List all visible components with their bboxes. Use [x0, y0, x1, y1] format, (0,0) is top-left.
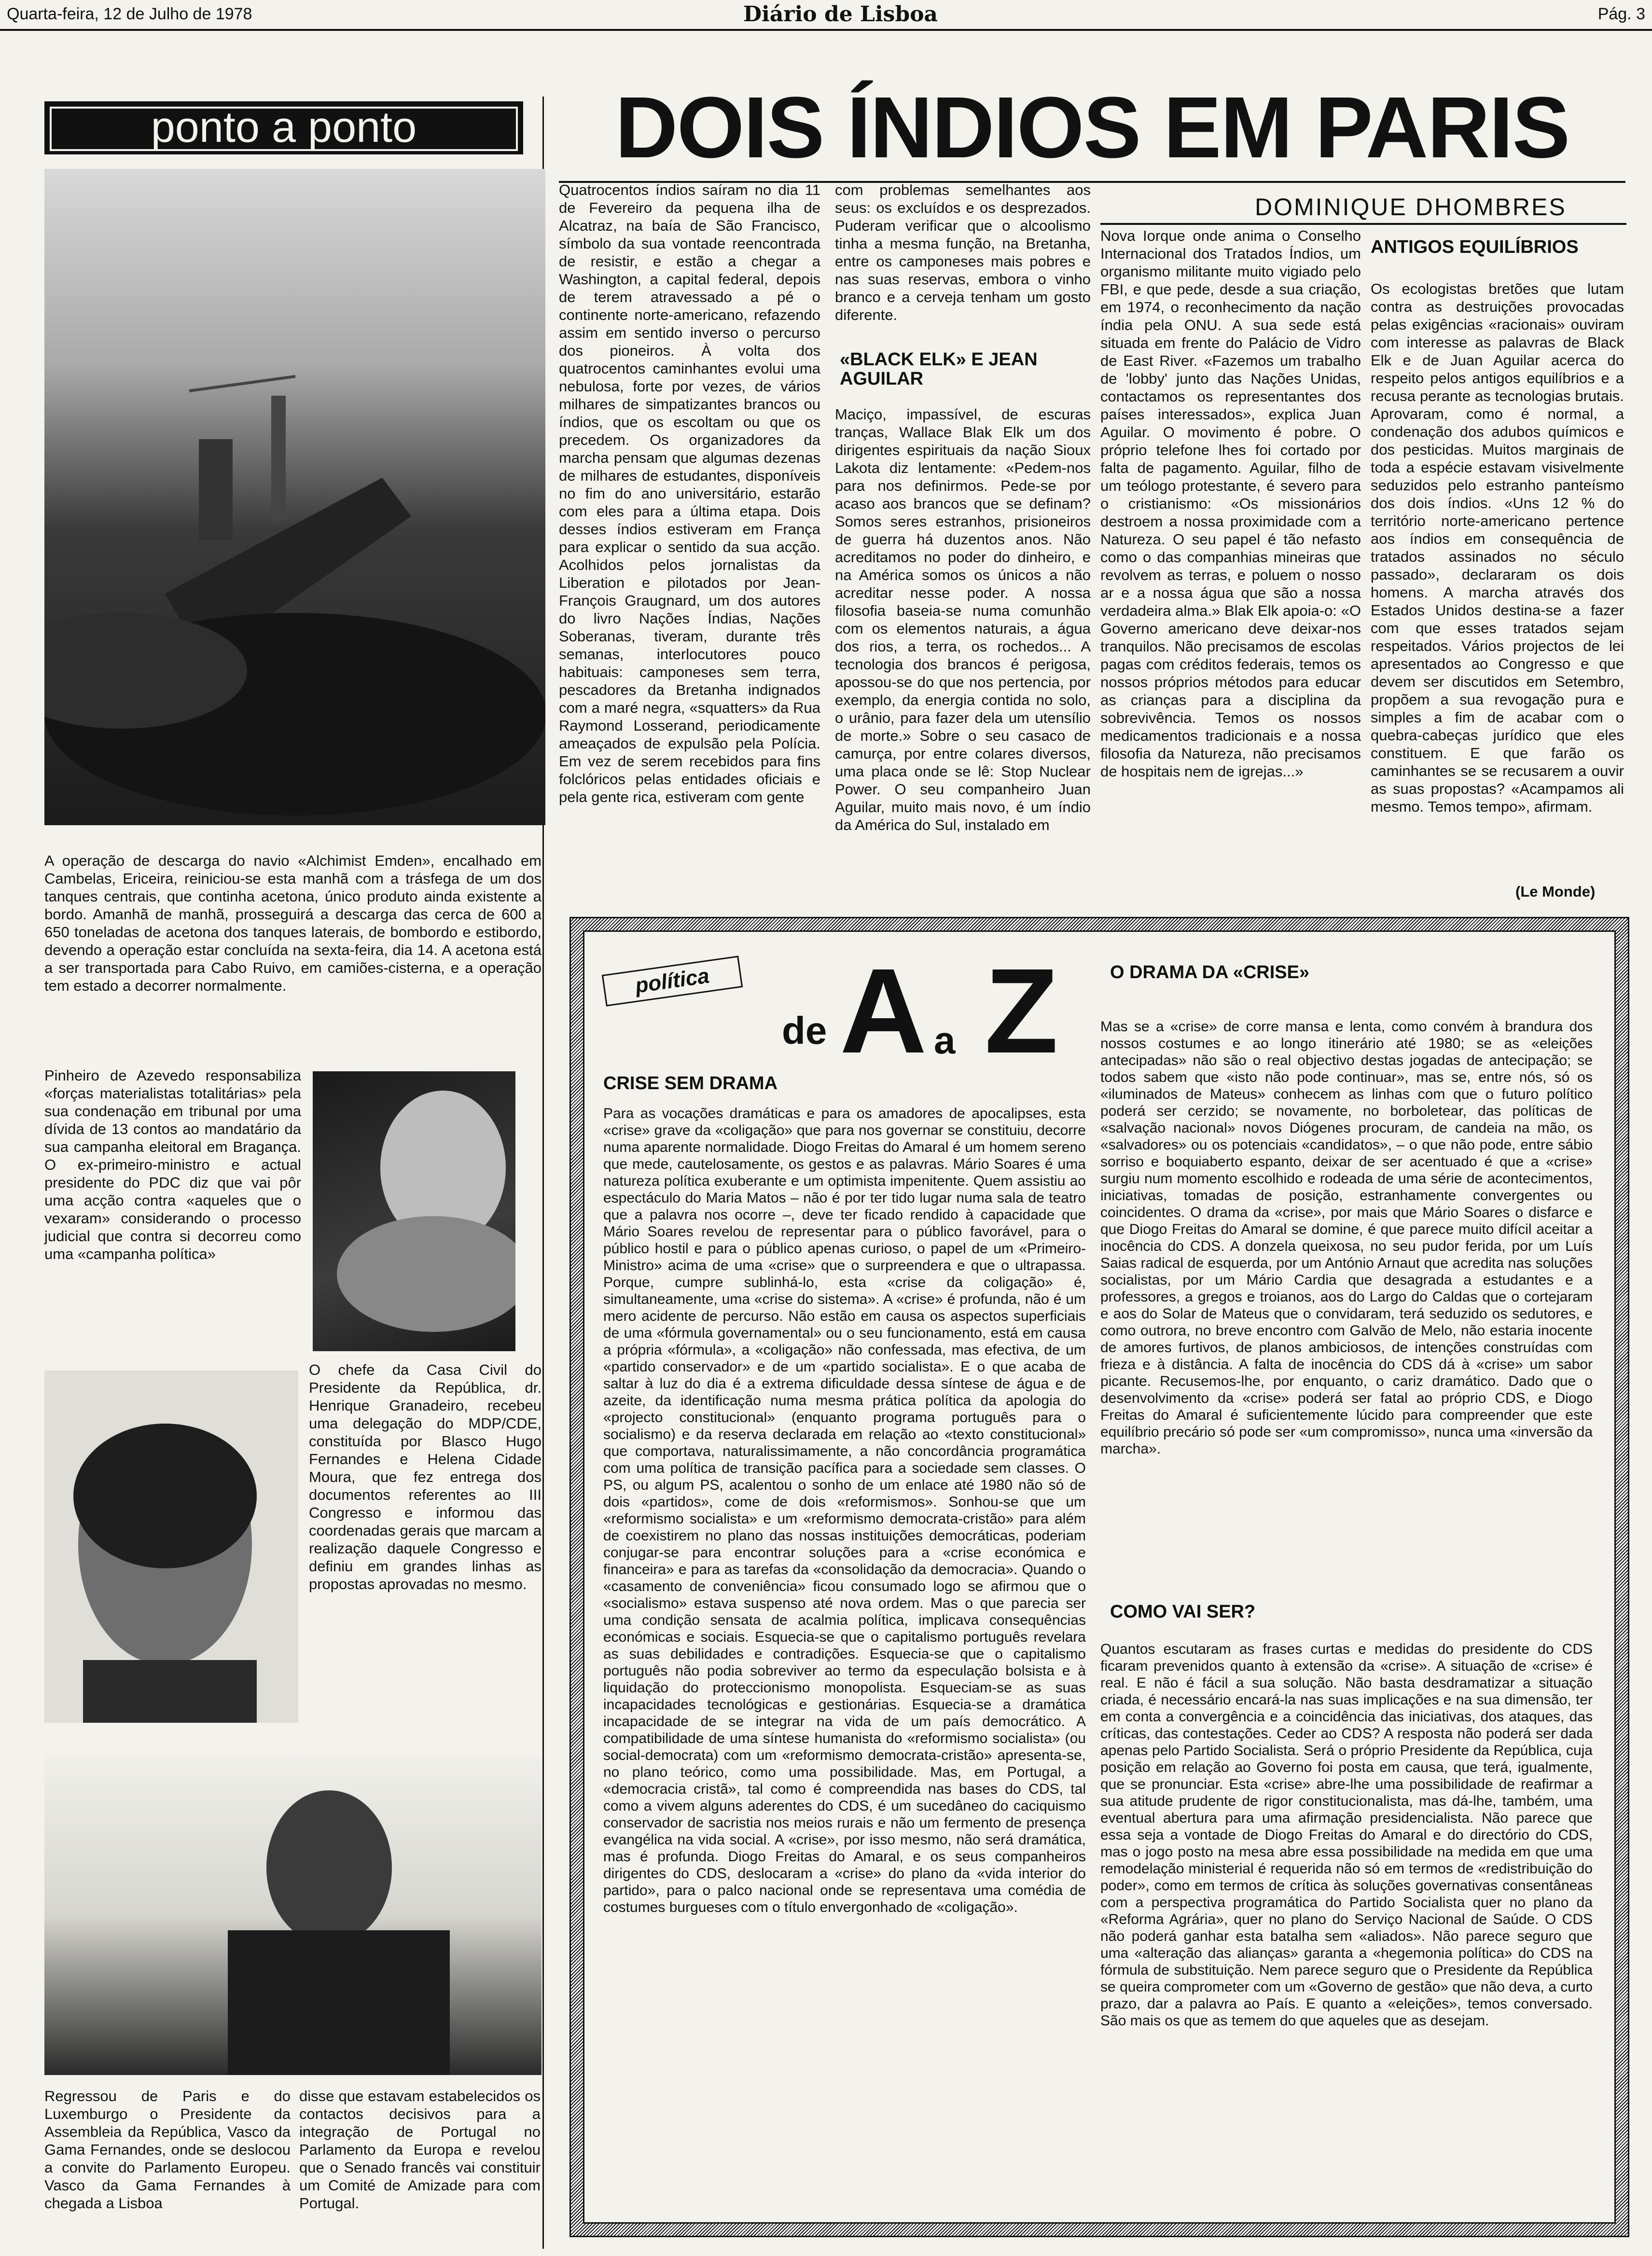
az-letter-z: Z — [985, 943, 1058, 1078]
az-t2: Mas se a «crise» de corre mansa e lenta, como convém à brandura dos nossos costumes e ao longo itinerário até 1980; se as «eleições antecipadas» não são o real objectivo destas jogadas de antecipação; se todos sabem que «isto não pode continuar», mas se, entre nós, só os «iluminados de Mateus» conhecem as linhas com que o futuro político poderá ser cerzido; se novamente, no borboletear, das políticas de «salvação nacional» novos Diógenes procuram, de candeia na mão, os «salvadores» ou os potenciais «candidatos», – o que não pode, entre sábio sorriso e boquiaberto espanto, deixar de ser acentuado é que a «crise» surgiu num momento escolhido e rodeada de uma série de acontecimentos, iniciativas, tomadas de posição, estranhamente convergentes ou coincidentes. O drama da «crise», por mais que Mário Soares o disfarce e que Diogo Freitas do Amaral se domine, é que parece muito difícil aceitar a inocência do CDS. A donzela queixosa, no seu pudor ferida, por um Luís Saias radical de esquerda, por um António Arnaut que acredita nas soluções socialistas, por um Mário Cardia que desagrada a estudantes e a professores, a gregos e troianos, aos do Largo do Caldas que o cortejaram e aos do Solar de Mateus que o convidaram, terá seduzido os sedutores, e como outrora, no breve encontro com Galvão de Melo, não estaria inocente de amores furtivos, de planos ambiciosos, de intenções construídas com frieza e à distância. A falta de inocência do CDS dá à «crise» um sabor picante. Recusemos-lhe, por enquanto, o cariz dramático. Dado que o desenvolvimento da «crise» poderá ser fatal ao próprio CDS, e Diogo Freitas do Amaral é suficientemente lúcido para compreender que este equilíbrio precário só pode ser «um compromisso», nunca uma «inversão da marcha». — [1100, 1019, 1593, 1457]
masthead-date: Quarta-feira, 12 de Julho de 1978 — [7, 5, 252, 23]
ship-photo — [44, 169, 545, 825]
ship-illustration — [44, 169, 545, 825]
ponto-label-box — [44, 101, 523, 154]
az-t3: Quantos escutaram as frases curtas e medidas do presidente do CDS ficaram prevenidos quanto à extensão da «crise». A situação de «crise» é real. E não é fácil a sua solução. Não basta desdramatizar a situação criada, é necessário encará-la nas suas implicações e na sua dimensão, ter em conta a convergência e a coincidência das iniciativas, dos ataques, das críticas, das contestações. Ceder ao CDS? A resposta não poderá ser dada apenas pelo Partido Socialista. Será o próprio Presidente da República, cuja posição em relação ao Governo foi posta em causa, que terá, igualmente, que se pronunciar. Esta «crise» abre-lhe uma possibilidade de reafirmar a sua atitude prudente de rigor constitucionalista, mas dá-lhe, também, uma eventual abertura para uma afirmação presidencialista. Não parece que essa seja a vontade de Diogo Freitas do Amaral e do directório do CDS, mas o jogo posto na mesa abre essa possibilidade na medida em que uma remodelação ministerial é requerida não só em termos de «redistribuição do poder», como em termos de crítica às soluções governativas consentâneas com a perspectiva programática do Partido Socialista quer no plano da «Reforma Agrária», quer no plano do Serviço Nacional de Saúde. O CDS não poderá ganhar esta batalha sem «aliados». Não parece seguro que uma «alteração das alianças» garanta a «hegemonia política» do CDS na fórmula de substituição. Nem parece seguro que o Presidente da República se queira comprometer com um «Governo de gestão» que não deva, a curto prazo, dar a palavra ao País. E quanto a «eleições», temos conversado. São mais os que as temem do que aqueles que as desejam. — [1100, 1641, 1593, 2029]
caption-granadeiro: O chefe da Casa Civil do Presidente da República, dr. Henrique Granadeiro, recebeu uma delegação do MDP/CDE, constituída por Blasco Hugo Fernandes e Helena Cidade Moura, que fez entrega dos documentos referentes ao III Congresso e informou das coordenadas gerais que marcam a realização daquele Congresso e definiu em grandes linhas as propostas aprovadas no mesmo. — [309, 1361, 541, 1592]
az-h1: CRISE SEM DRAMA — [603, 1073, 778, 1093]
indios-col1: Quatrocentos índios saíram no dia 11 de Fevereiro da pequena ilha de Alcatraz, na baía de São Francisco, símbolo da sua vontade reencontrada de resistir, e estão a chegar a Washington, a capital federal, depois de terem atravessado a pé o continente norte-americano, refazendo assim em sentido inverso o percurso dos pioneiros. À volta dos quatrocentos caminhantes evolui uma nebulosa, forte por vezes, de vários milhares de simpatizantes brancos ou índios, que os escoltam ou que os precedem. Os organizadores da marcha pensam que algumas dezenas de milhares de estudantes, disponíveis no fim do ano universitário, estarão com eles para a última etapa. Dois desses índios estiveram em França para explicar o sentido da sua acção. Acolhidos pelos jornalistas da Liberation e pilotados por Jean-François Graugnard, um dos autores do livro Nações Índias, Nações Soberanas, tiveram, durante três semanas, interlocutores pouco habituais: camponeses sem terra, pescadores da Bretanha indignados com a maré negra, «squatters» da Rua Raymond Losserand, periodicamente ameaçados de expulsão pela Polícia. Em vez de serem recebidos para fins folclóricos pelas entidades oficiais e pela gente rica, estiveram com gente — [559, 181, 820, 805]
ponto-label: ponto a ponto — [50, 107, 518, 151]
indios-col3: Nova Iorque onde anima o Conselho Internacional dos Tratados Índios, um organismo militante muito vigiado pelo FBI, e que pede, desde a sua criação, em 1974, o reconhecimento da nação índia pela ONU. A sua sede está situada em frente do Palácio de Vidro de East River. «Fazemos um trabalho de 'lobby' junto das Nações Unidas, contactamos os representantes dos países interessados», explica Juan Aguilar. O movimento é pobre. O próprio telefone lhes foi cortado por falta de pagamento. Aguilar, filho de um teólogo protestante, é severo para o cristianismo: «Os missionários destroem a nossa proximidade com a Natureza. O seu papel é tão nefasto como o das companhias mineiras que revolvem as terras, e poluem o nosso ar e a nossa água que são a nossa verdadeira alma.» Blak Elk apoia-o: «O Governo americano deve deixar-nos tranquilos. Não precisamos de escolas pagas com créditos federais, temos os nossos próprios métodos para educar as crianças para a disciplina da sobrevivência. Temos os nossos medicamentos tradicionais e a nossa filosofia da Natureza, não precisamos de hospitais nem de igrejas...» — [1100, 227, 1361, 780]
masthead-title: Diário de Lisboa — [743, 2, 938, 27]
az-small-a: a — [934, 1019, 956, 1062]
author-rule — [1100, 223, 1626, 225]
caption-gama-a: Regressou de Paris e do Luxemburgo o Presidente da Assembleia da República, Vasco da Gama Fernandes, onde se deslocou a convite do Parlamento Europeu. Vasco da Gama Fernandes à chegada a Lisboa — [44, 2088, 291, 2212]
caption-pinheiro: Pinheiro de Azevedo responsabiliza «forças materialistas totalitárias» pela sua condenação em tribunal por uma dívida de 13 contos ao mandatário da sua campanha eleitoral em Bragança. O ex-primeiro-ministro e actual presidente do PDC diz que vai pôr uma acção contra «aqueles que o vexaram» considerando o processo judicial que contra si decorreu como uma «campanha política» — [44, 1067, 301, 1262]
portrait-pinheiro — [313, 1071, 515, 1351]
page-number: Pág. 3 — [1597, 5, 1645, 23]
photo-gama-fernandes — [44, 1757, 541, 2075]
portrait-granadeiro — [44, 1370, 298, 1723]
caption-ship: A operação de descarga do navio «Alchimist Emden», encalhado em Cambelas, Ericeira, reiniciou-se esta manhã com a trásfega de um dos tanques centrais, que continha acetona, único produto ainda existente a bordo. Amanhã de manhã, prosseguirá a descarga das cerca de 600 a 650 toneladas de acetona dos tanques laterais, de bombordo e estibordo, devendo a operação estar concluída na sexta-feira, dia 14. A acetona está a ser transportada para Cabo Ruivo, em camiões-cisterna, e a operação tem estado a decorrer normalmente. — [44, 852, 541, 994]
indios-col2a: com problemas semelhantes aos seus: os excluídos e os desprezados. Puderam verificar que o alcoolismo tinha a mesma função, na Bretanha, entre os camponeses mais pobres e nas suas reservas, embora o vinho branco e a cerveja tenham um gosto diferente. — [835, 181, 1091, 323]
caption-gama-b: disse que estavam estabelecidos os contactos decisivos para a integração de Portugal no Parlamento da Europa e revelou que o Senado francês vai constituir um Comité de Amizade para com Portugal. — [299, 2088, 541, 2212]
indios-col4: Os ecologistas bretões que lutam contra as destruições provocadas pelas exigências «racionais» ouviram com interesse as palavras de Black Elk e de Juan Aguilar acerca do respeito pelos antigos equilíbrios e a recusa perante as tecnologias brutais. Aprovaram, como é normal, a condenação dos adubos químicos e dos pesticidas. Muitos marginais de toda a espécie estavam visivelmente seduzidos pelo estranho panteísmo dos dois índios. «Uns 12 % do território norte-americano pertence aos índios em consequência de tratados assinados no século passado», declararam os dois homens. A marcha através dos Estados Unidos destina-se a fazer com que esses tratados sejam respeitados. Vários projectos de lei apresentados ao Congresso e que devem ser discutidos em Setembro, propõem a sua revogação pura e simples a fim de acabar com o quebra-cabeças jurídico que eles constituem. E que farão os caminhantes se se recusarem a ouvir as suas propostas? «Acampamos ali mesmo. Temos tempo», afirmam. — [1371, 280, 1624, 815]
az-h2: O DRAMA DA «CRISE» — [1110, 962, 1310, 983]
az-de: de — [782, 1009, 827, 1052]
indios-sub2: ANTIGOS EQUILÍBRIOS — [1371, 237, 1579, 257]
az-t1: Para as vocações dramáticas e para os amadores de apocalipses, esta «crise» grave da «coligação» que para nos governar se constituiu, decorre numa aparente normalidade. Diogo Freitas do Amaral é um homem sereno que mede, cautelosamente, os gestos e as palavras. Mário Soares é uma natureza política exuberante e um optimista impenitente. Quem assistiu ao espectáculo do Maria Matos – não é por ter tido lugar numa sala de teatro que a palavra nos ocorre –, deve ter ficado rendido à capacidade que Mário Soares revelou de representar para o público favorável, para o público hostil e para o público apenas curioso, o papel de um «Primeiro-Ministro» acima de uma «crise» que o surpreendera e que o ultrapassa. Porque, cumpre sublinhá-lo, esta «crise da coligação» é, simultaneamente, uma «crise do sistema». A «crise» é profunda, não é um mero acidente de percurso. Não estão em causa os aspectos superficiais de uma «fórmula governamental» ou o seu funcionamento, está em causa a própria «fórmula», a «coligação» não confessada, mas efectiva, de um «partido conservador» e de um «partido socialista». E o que acaba de saltar à luz do dia é a extrema dificuldade dessa síntese de água e de azeite, da identificação numa mesma prática política da apologia do «projecto constitucional» (enquanto programa português para o socialismo) e da reserva declarada em relação ao «texto constitucional» que comportava, naturalissimamente, a não concordância programática com uma política de transição pacífica para a sociedade sem classes. O PS, ou algum PS, acalentou o sonho de um enlace até 1980 não só de dois «partidos», come de dois «reformismos». Sonhou-se que um «reformismo socialista» e um «reformismo democrata-cristão» para além de coexistirem no plano das nossas instituições democráticas, poderiam conjugar-se para encontrar soluções para a «crise económica e financeira» e para as tarefas da «consolidação da democracia». Quando o «casamento de conveniência» ficou consumado logo se afirmou que o «socialismo» estava suspenso até nova ordem. Mas o que parecia ser uma condição sensata de acalmia política, implicava consequências económicas e sociais. Esquecia-se que o capitalismo português revelara as suas debilidades e contradições. Esquecia-se que o capitalismo português não podia sobreviver ao termo da especulação bolsista e à liquidação do proteccionismo monopolista. Esqueciam-se as suas incapacidades tecnológicas e gestionárias. Esquecia-se a dramática incapacidade de se integrar na vida de um país democrático. A compatibilidade de uma síntese humanista do «reformismo socialista» (ou social-democrata) com um «reformismo democrata-cristão» apresenta-se, no plano teórico, como uma possibilidade. Mas, em Portugal, a «democracia cristã», tal como é compreendida nas bases do CDS, tal como a vivem alguns aderentes do CDS, é um sucedâneo do caciquismo conservador de sacristia nos meios rurais e não um fermento de presença evangélica na vida social. A «crise», por isso mesmo, não será dramática, mas é profunda. Diogo Freitas do Amaral, e os seus companheiros dirigentes do CDS, deslocaram a «crise» do plano da «vida interior do partido», para o palco nacional onde se representava uma comédia de costumes burgueses com o título envergonhado de «coligação». — [603, 1106, 1086, 1915]
az-politica-label: política — [602, 955, 743, 1006]
indios-source: (Le Monde) — [1515, 883, 1596, 900]
indios-headline: DOIS ÍNDIOS EM PARIS — [615, 79, 1569, 176]
indios-col2b: Maciço, impassível, de escuras tranças, Wallace Blak Elk um dos dirigentes espirituais da nação Sioux Lakota diz lentamente: «Pedem-nos para nos definirmos. Pede-se por acaso aos brancos que se definam? Somos seres estranhos, prisioneiros de guerra há duzentos anos. Não acreditamos no poder do dinheiro, e na América somos os únicos a não acreditar nesse poder. A nossa filosofia baseia-se numa comunhão com os elementos naturais, a água dos rios, a terra, os rochedos... A tecnologia dos brancos é perigosa, apossou-se do que nos pertencia, por exemplo, da energia contida no solo, o urânio, para fazer dela um utensílio de morte.» Sobre o seu casaco de camurça, por entre colares diversos, uma placa onde se lê: Stop Nuclear Power. O seu companheiro Juan Aguilar, muito mais novo, é um índio da América do Sul, instalado em — [835, 406, 1091, 833]
indios-sub1: «BLACK ELK» E JEAN AGUILAR — [840, 349, 1038, 389]
az-h3: COMO VAI SER? — [1110, 1602, 1256, 1622]
indios-author: DOMINIQUE DHOMBRES — [1255, 194, 1567, 221]
masthead-rule — [0, 29, 1652, 31]
az-letter-a: A — [840, 943, 927, 1078]
